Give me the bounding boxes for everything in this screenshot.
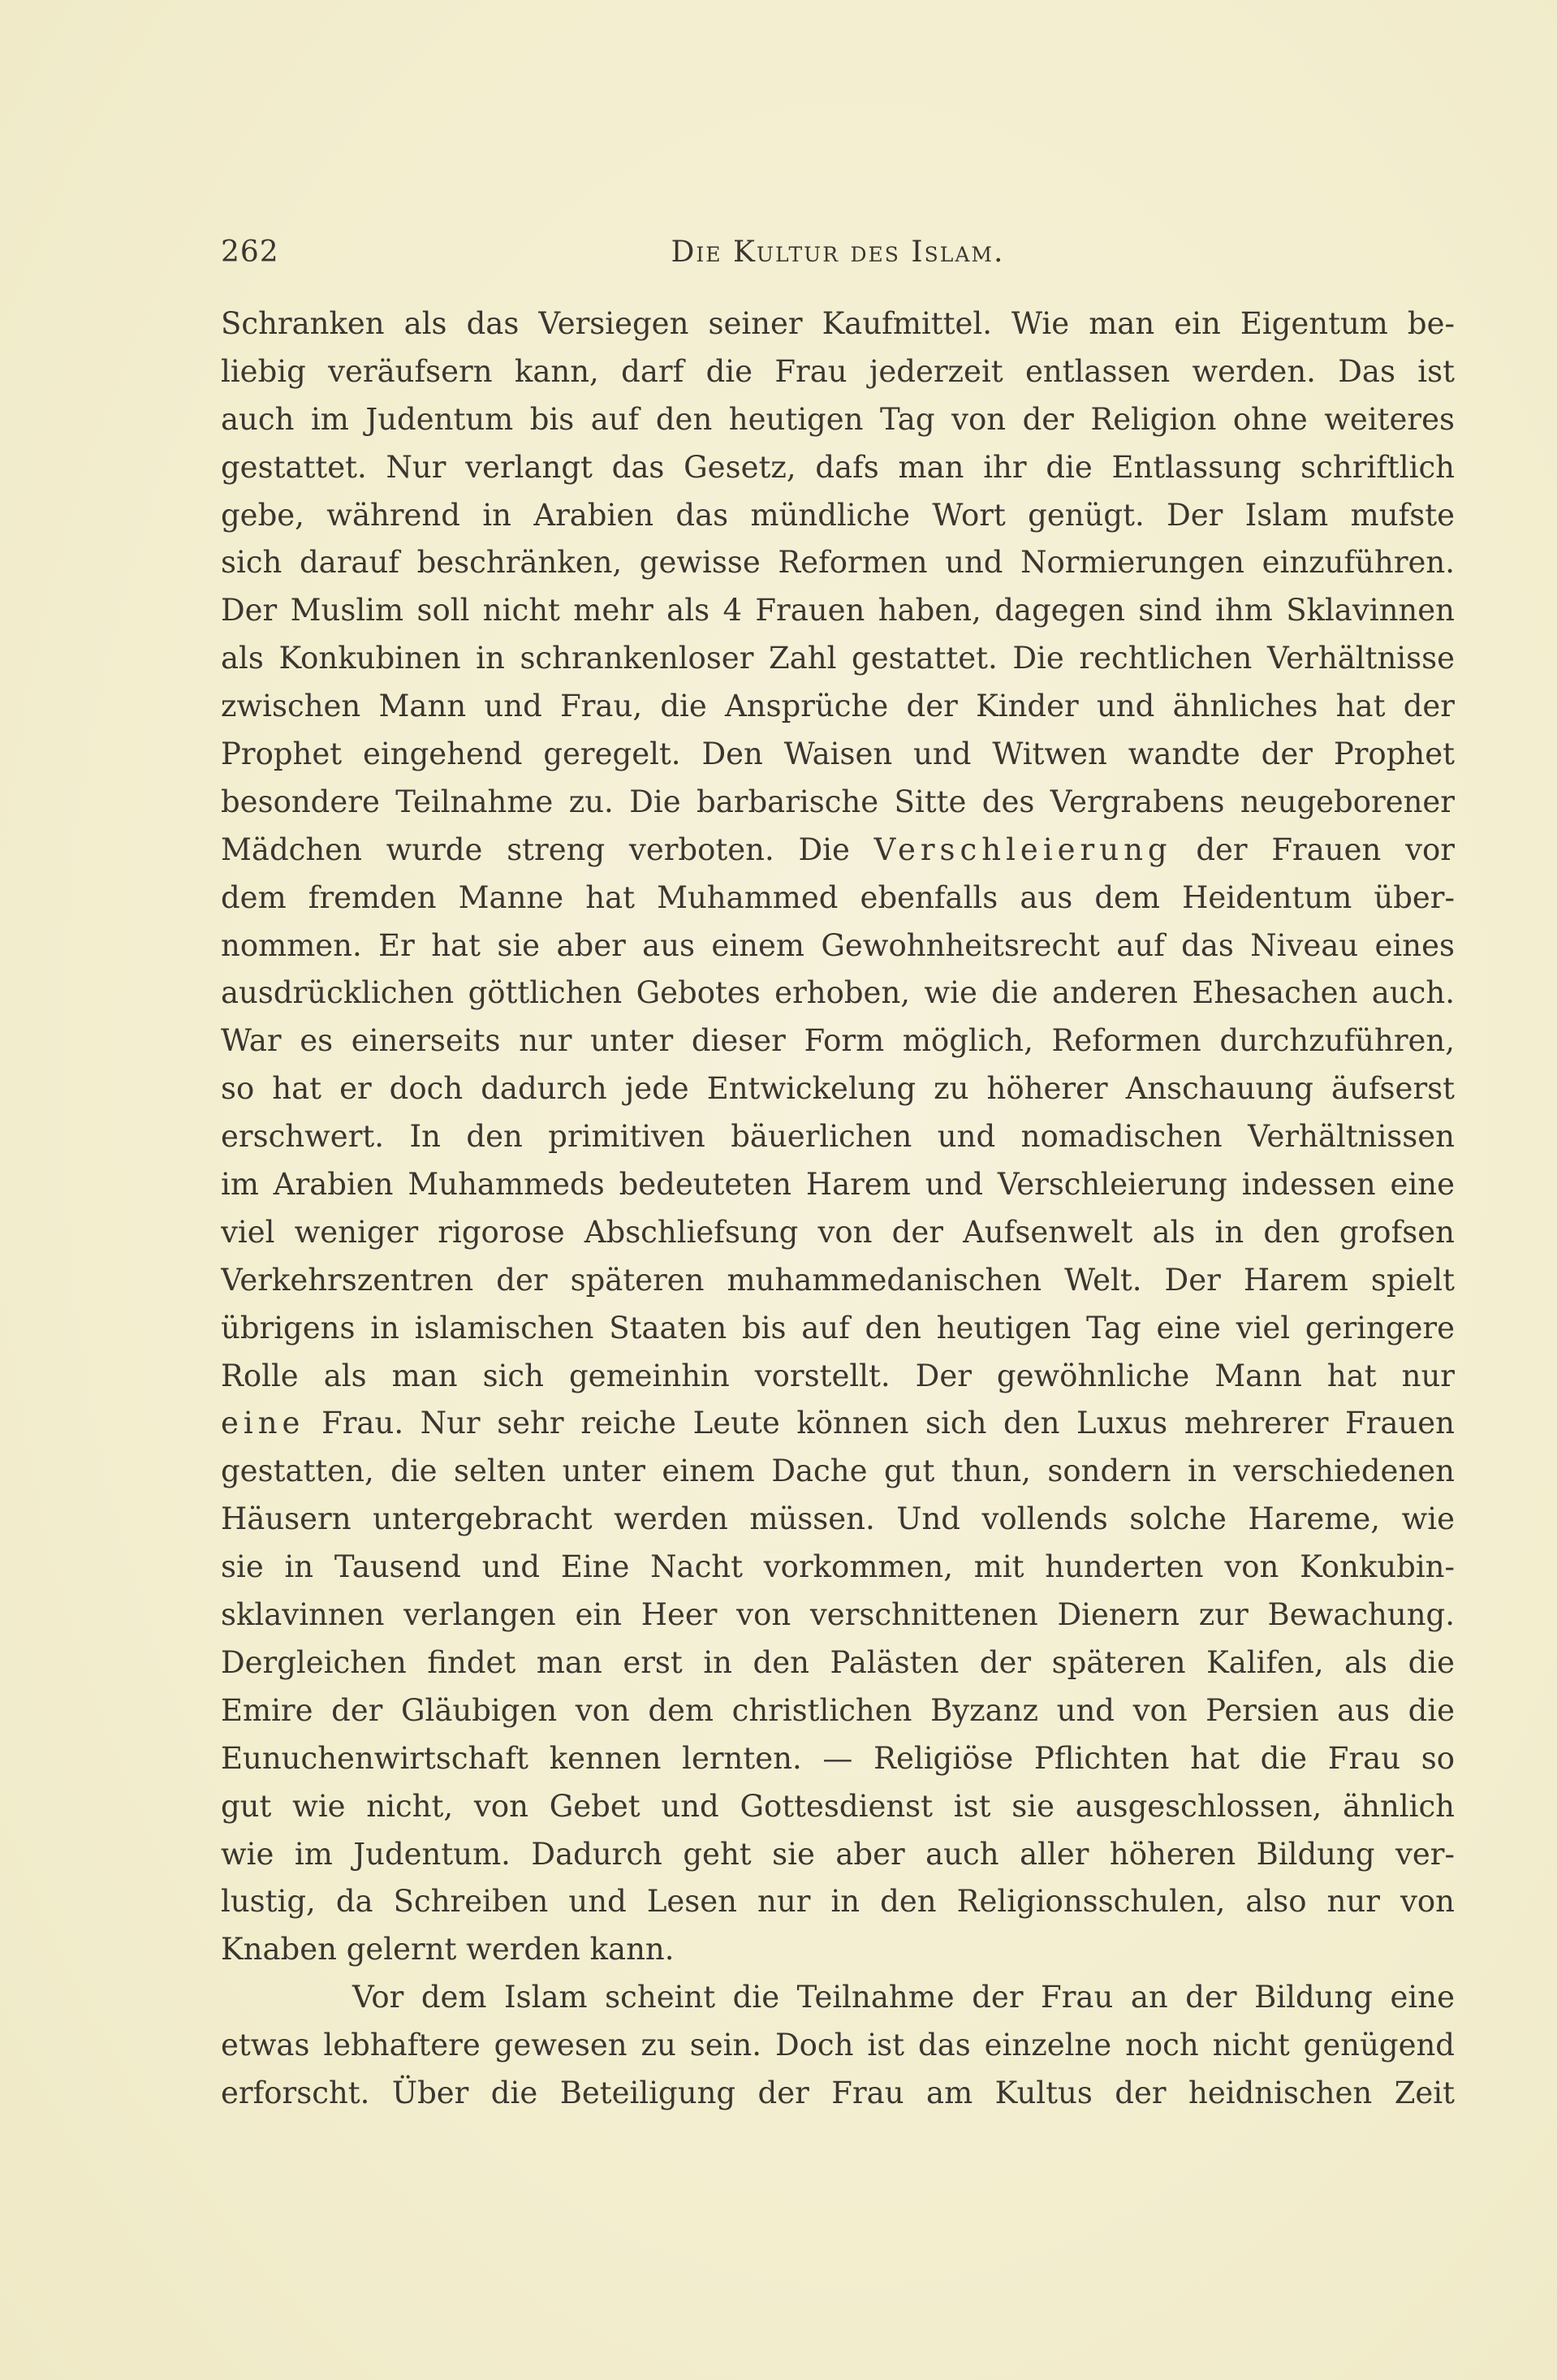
text-line: viel weniger rigorose Abschliefsung von der Aufsenwelt als in den grofsen <box>221 1214 1455 1250</box>
text-line: Emire der Gläubigen von dem christlichen Byzanz und von Persien aus die <box>221 1692 1455 1728</box>
text-line: gut wie nicht, von Gebet und Gottesdienst ist sie ausgeschlossen, ähnlich <box>221 1788 1455 1824</box>
text-line: übrigens in islamischen Staaten bis auf den heutigen Tag eine viel geringere <box>221 1310 1455 1345</box>
text-segment: Frau. Nur sehr reiche Leute können sich den Luxus mehrerer Frauen <box>304 1406 1455 1441</box>
text-line: Prophet eingehend geregelt. Den Waisen und Witwen wandte der Prophet <box>221 736 1455 772</box>
text-line: wie im Judentum. Dadurch geht sie aber auch aller höheren Bildung ver- <box>221 1836 1455 1872</box>
text-line: dem fremden Manne hat Muhammed ebenfalls aus dem Heidentum über- <box>221 879 1455 915</box>
text-segment: Mädchen wurde streng verboten. Die <box>221 831 874 867</box>
emphasized-word: eine <box>221 1406 305 1441</box>
text-line: besondere Teilnahme zu. Die barbarische Sitte des Vergrabens neugeborener <box>221 784 1455 819</box>
text-line: Vor dem Islam scheint die Teilnahme der Frau an der Bildung eine <box>352 1980 1455 2015</box>
text-line: lustig, da Schreiben und Lesen nur in den Religionsschulen, also nur von <box>221 1884 1455 1920</box>
text-line <box>221 827 1455 875</box>
text-line: erschwert. In den primitiven bäuerlichen und nomadischen Verhältnissen <box>221 1119 1455 1155</box>
text-line: Der Muslim soll nicht mehr als 4 Frauen haben, dagegen sind ihm Sklavinnen <box>221 593 1455 628</box>
page-number: 262 <box>221 235 279 269</box>
text-line <box>221 1400 1455 1448</box>
text-line: zwischen Mann und Frau, die Ansprüche der Kinder und ähnliches hat der <box>221 689 1455 724</box>
text-line: liebig veräufsern kann, darf die Frau jederzeit entlassen werden. Das ist <box>221 353 1455 389</box>
text-line: etwas lebhaftere gewesen zu sein. Doch ist das einzelne noch nicht genügend <box>221 2028 1455 2063</box>
text-line: im Arabien Muhammeds bedeuteten Harem und Verschleierung indessen eine <box>221 1167 1455 1203</box>
text-line: gebe, während in Arabien das mündliche Wort genügt. Der Islam mufste <box>221 497 1455 533</box>
text-line: nommen. Er hat sie aber aus einem Gewohnheitsrecht auf das Niveau eines <box>221 927 1455 963</box>
text-segment: der Frauen vor <box>1171 831 1455 867</box>
text-line: Rolle als man sich gemeinhin vorstellt. Der gewöhnliche Mann hat nur <box>221 1358 1455 1393</box>
text-line: Verkehrszentren der späteren muhammedanischen Welt. Der Harem spielt <box>221 1262 1455 1298</box>
text-line: so hat er doch dadurch jede Entwickelung zu höherer Anschauung äufserst <box>221 1071 1455 1107</box>
text-line: als Konkubinen in schrankenloser Zahl gestattet. Die rechtlichen Verhältnisse <box>221 641 1455 676</box>
page-header <box>221 235 1455 276</box>
body-text <box>221 300 1455 2118</box>
emphasized-word: Verschleierung <box>873 831 1172 867</box>
text-line: gestatten, die selten unter einem Dache gut thun, sondern in verschiedenen <box>221 1453 1455 1489</box>
text-line: sklavinnen verlangen ein Heer von verschnittenen Dienern zur Bewachung. <box>221 1597 1455 1633</box>
text-line: Eunuchenwirtschaft kennen lernten. — Religiöse Pflichten hat die Frau so <box>221 1740 1455 1776</box>
text-line: Schranken als das Versiegen seiner Kaufmittel. Wie man ein Eigentum be- <box>221 306 1455 341</box>
text-line: ausdrücklichen göttlichen Gebotes erhoben, wie die anderen Ehesachen auch. <box>221 975 1455 1011</box>
text-line: Dergleichen findet man erst in den Palästen der späteren Kalifen, als die <box>221 1644 1455 1680</box>
running-title: Die Kultur des Islam. <box>671 235 1005 269</box>
text-line: sich darauf beschränken, gewisse Reformen und Normierungen einzuführen. <box>221 545 1455 581</box>
text-line: Häusern untergebracht werden müssen. Und vollends solche Hareme, wie <box>221 1501 1455 1537</box>
text-line: Knaben gelernt werden kann. <box>221 1932 675 1967</box>
text-line: erforscht. Über die Beteiligung der Frau am Kultus der heidnischen Zeit <box>221 2075 1455 2110</box>
text-line: sie in Tausend und Eine Nacht vorkommen, mit hunderten von Konkubin- <box>221 1549 1455 1585</box>
text-line: gestattet. Nur verlangt das Gesetz, dafs man ihr die Entlassung schriftlich <box>221 449 1455 485</box>
text-line: auch im Judentum bis auf den heutigen Tag von der Religion ohne weiteres <box>221 401 1455 437</box>
text-line: War es einerseits nur unter dieser Form möglich, Reformen durchzuführen, <box>221 1023 1455 1059</box>
